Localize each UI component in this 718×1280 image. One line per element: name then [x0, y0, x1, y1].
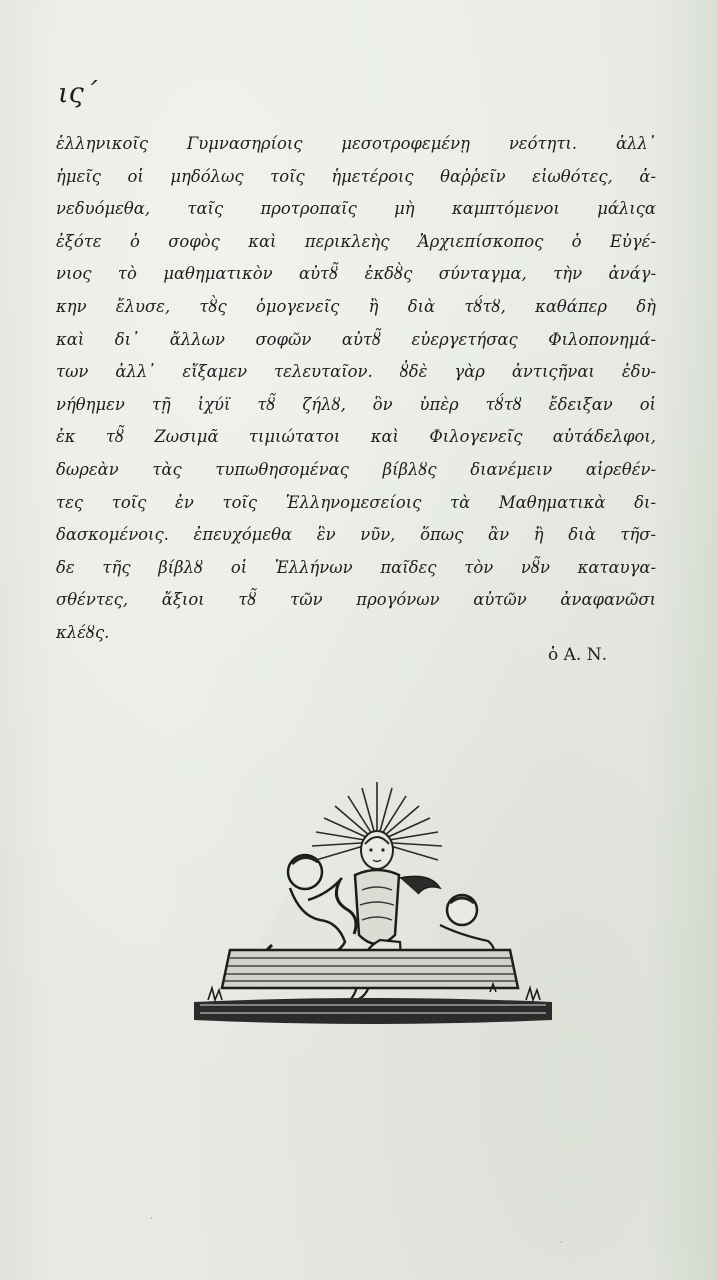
- signature: ὁ Α. Ν.: [548, 645, 608, 665]
- text-line: δε τῆς βίβλȣ οἱ Ἑλλήνων παῖδες τὸν νȣ̃ν καταυγα-: [56, 557, 656, 577]
- text-line: τες τοῖς ἐν τοῖς Ἑλληνομεσείοις τὰ Μαθηματικὰ δι-: [56, 492, 656, 512]
- text-line: δωρεὰν τὰς τυπωθησομένας βίβλȣς διανέμειν αἱρεθέν-: [56, 459, 656, 479]
- text-line: νεδυόμεθα, ταῖς προτροπαῖς μὴ καμπτόμενοι μάλιςα: [56, 199, 656, 219]
- text-line: των ἀλλ᾽ εἴξαμεν τελευταῖον. ȣ̓δὲ γὰρ ἀντιςῆναι ἐδυ-: [56, 362, 656, 382]
- text-line: σθέντες, ἄξιοι τȣ̃ τῶν προγόνων αὐτῶν ἀναφανῶσι: [56, 590, 656, 610]
- text-line: κλέȣς.: [56, 622, 110, 642]
- body-text: [56, 128, 656, 650]
- woodcut-vignette-image: [190, 780, 555, 1042]
- paper-speck: ·: [560, 1238, 563, 1248]
- text-line: ἐξότε ὁ σοφὸς καὶ περικλεὴς Ἀρχιεπίσκοπος ὁ Εὐγέ-: [56, 231, 656, 251]
- text-line: κην ἔλυσε, τȣ̀ς ὁμογενεῖς ἢ διὰ τȣ́τȣ, καθάπερ δὴ: [56, 296, 656, 316]
- paper-speck: ·: [150, 1214, 153, 1224]
- page-number: ις΄: [58, 78, 98, 109]
- text-line: ἑλληνικοῖς Γυμνασηρίοις μεσοτροφεμένῃ νεότητι. ἀλλ᾽: [56, 134, 656, 153]
- text-line: νιος τὸ μαθηματικὸν αὐτȣ̃ ἐκδȣ̀ς σύνταγμα, τὴν ἀνάγ-: [56, 264, 656, 284]
- text-line: νήθημεν τῇ ἰχύϊ τȣ̃ ζήλȣ, ὃν ὑπὲρ τȣ́τȣ ἔδειξαν οἱ: [56, 394, 656, 414]
- text-line: δασκομένοις. ἐπευχόμεθα ἓν νῦν, ὅπως ἂν ἢ διὰ τῆσ-: [56, 525, 656, 545]
- text-line: καὶ δι᾽ ἄλλων σοφῶν αὐτȣ̃ εὐεργετήσας Φιλοπονημά-: [56, 329, 656, 349]
- text-line: ἡμεῖς οἱ μηδόλως τοῖς ἡμετέροις θαῤῥεῖν εἰωθότες, ἀ-: [56, 166, 656, 186]
- text-line: ἐκ τȣ̃ Ζωσιμᾶ τιμιώτατοι καὶ Φιλογενεῖς αὐτάδελφοι,: [56, 427, 656, 447]
